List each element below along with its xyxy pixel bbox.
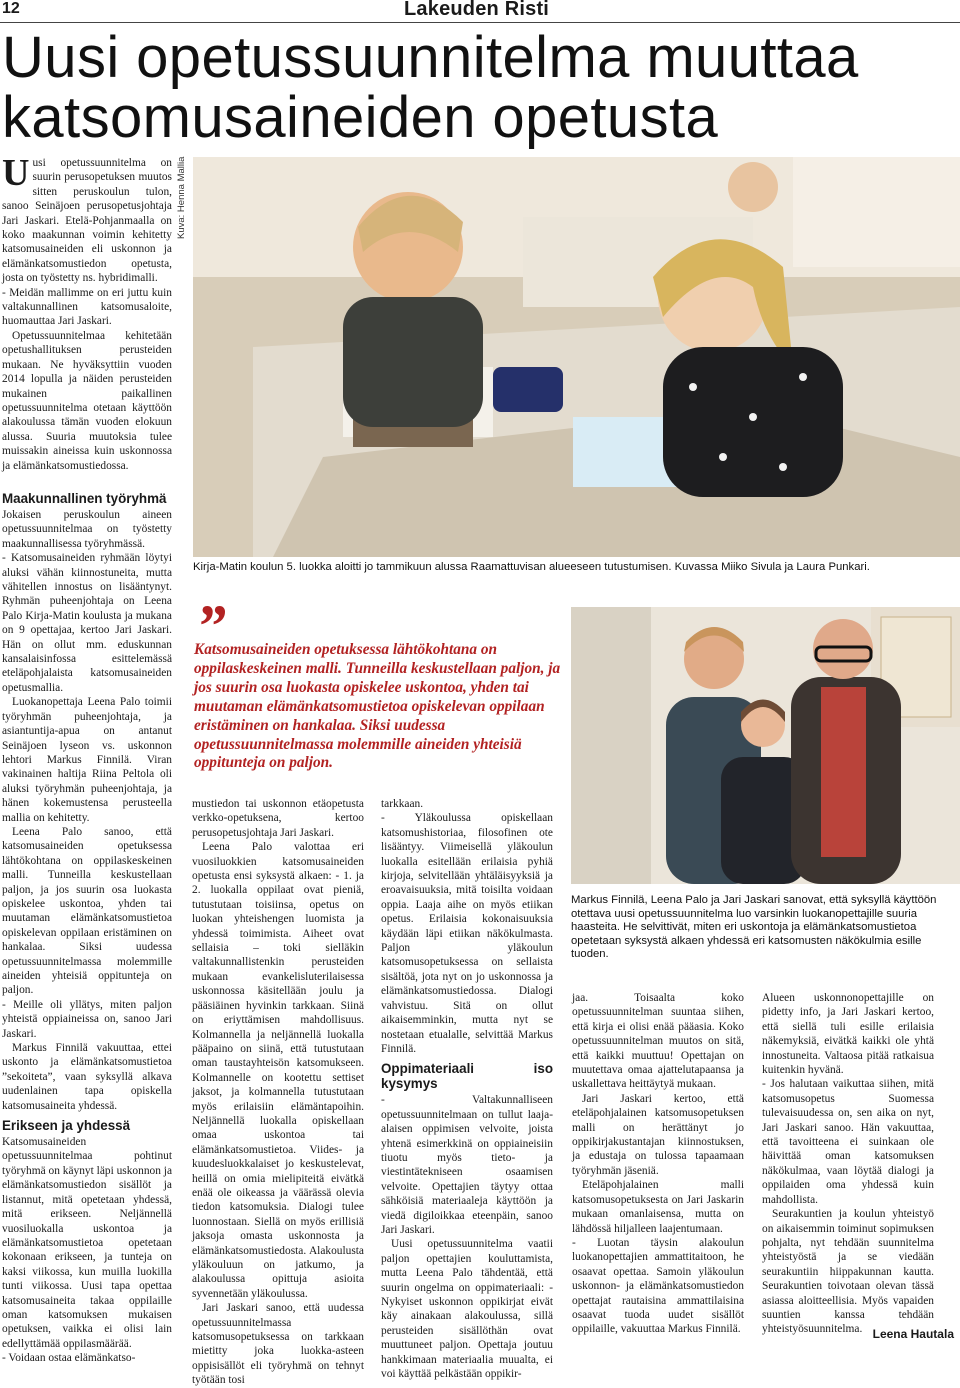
paragraph: Leena Palo sanoo, että katsomusaineiden opetuksessa lähtökohtana on oppilaskeskeinen malli. Tunneilla keskustellaan paljon, ja jos suurin osa luokasta opiskelee uskontoa, yhden tai muutaman elämänkatsomustietoa opiskelevan oppilaan eristäminen on hankalaa. Siksi uudessa opetussuunnitelmassa molemmille aineiden yhteisiä oppitunteja on paljon.: [2, 825, 172, 997]
paragraph: Markus Finnilä vakuuttaa, ettei uskonto ja elämänkatsomustietoa ”sekoiteta”, vaan syksyllä alkava uudenlainen tapa opiskella katsomusaineita yhdessä.: [2, 1042, 172, 1112]
drop-cap: U: [2, 152, 30, 194]
photo-classroom-illustration: [193, 157, 960, 557]
paragraph: tarkkaan.: [381, 798, 424, 810]
paragraph: Uusi opetussuunnitelma vaatii paljon opettajien kouluttamista, mutta Leena Palo tähdentää, että suurin ongelma on oppimateriaali: - Nykyiset uskonnon oppikirjat eivät käy ainakaan alakoulussa, sillä perusteiden sisällöthän ovat muuttuneet paljon. Opettaja joutuu hankkimaan materiaalia muualta, ei voi käyttää pelkästään oppikir-: [381, 1238, 553, 1381]
pull-quote: Katsomusaineiden opetuksessa lähtökohtana on oppilaskeskeinen malli. Tunneilla keskustellaan paljon, ja jos suurin osa luokasta opiskelee uskontoa, yhden tai muutaman elämänkatsomustietoa opiskelevan oppilaan eristäminen on hankalaa. Siksi uudessa opetussuunnitelmassa molemmille aineiden yhteisiä oppitunteja on paljon.: [194, 641, 561, 772]
photo-caption: Markus Finnilä, Leena Palo ja Jari Jaskari sanovat, että syksyllä käyttöön otettava uusi opetussuunnitelma luo varsinkin luokanopettajille suuria haasteita. He selvittivät, miten eri uskontoja ja elämänkatsomustietoa opetetaan syksystä alkaen yhdessä eri katsomusten näkökulmia esille tuoden.: [571, 894, 937, 960]
paragraph: - Yläkoulussa opiskellaan katsomushistoriaa, filosofinen ote lisääntyy. Viimeisellä yläkoulun luokalla esitellään erilaisia pyhiä kirjoja, selvitellään yhtäläisyyksiä ja eroavaisuuksia, mitä toisilta voidaan oppia. Laaja aihe on myös etiikan opetus. Erilaisia kokonaisuuksia käydään läpi etiikan näkökulmasta. Paljon yläkoulun katsomusopetuksessa on sellaista sisältöä, jota nyt on jo uskonnossa ja elämänkatsomustiedossa. Dialogi vahvistuu. Sitä on ollut aikaisemminkin, mutta nyt se nostetaan etualalle, selvittää Markus Finnilä.: [381, 812, 553, 1055]
lead-paragraph: [2, 152, 172, 286]
newspaper-name: Lakeuden Risti: [404, 0, 550, 20]
paragraph: - Luotan täysin alakoulun luokanopettajien ammattitaitoon, he osaavat opettaa. Samoin yläkoulun uskonnon- ja elämänkatsomustiedon opettajat rautaisina ammattilaisina osaavat tuoda uudet sisällöt oppilaille, vakuuttaa Markus Finnilä.: [572, 1236, 744, 1336]
subheading: Erikseen ja yhdessä: [2, 1118, 131, 1134]
article-column-right-2: [762, 991, 934, 1337]
quote-mark: ”: [196, 593, 226, 659]
header-rule: [0, 22, 960, 23]
paragraph: mustiedon tai uskonnon etäopetusta verkko-opetuksena, kertoo perusopetusjohtaja Jari Jaskari.: [192, 798, 364, 839]
photo-three-people: [571, 607, 960, 884]
paragraph: - Voidaan ostaa elämänkatso-: [2, 1352, 136, 1365]
paragraph: Alueen uskonnonopettajille on pidetty info, ja Jari Jaskari kertoo, että siellä tuli esille erilaisia näkemyksiä, eivätkä kaikki ole yhtä innostuneita. Valtaosa pitää ratkaisua kuitenkin hyvänä.: [762, 992, 934, 1077]
author-byline: Leena Hautala: [872, 1327, 954, 1341]
paragraph: Eteläpohjalainen malli katsomusopetuksesta on Jari Jaskarin mukaan omanlaisensa, mutta on lähdössä hiljalleen laajentumaan.: [572, 1179, 744, 1235]
paragraph: - Meille oli yllätys, miten paljon yhteistä oppiaineissa on, sanoo Jari Jaskari.: [2, 998, 172, 1040]
article-column-right-1: [572, 991, 744, 1337]
paragraph: - Valtakunnalliseen opetussuunnitelmaan on tullut laaja-alaisen oppimisen velvoite, joista yhtenä esimerkkinä on oppiaineisiin tiuotu myös tieto- ja viestintätekniseen osaamisen velvoite. Opettajien täytyy ottaa sähköisiä materiaaleja käyttöön ja viedä digiloikkaa eteenpäin, sanoo Jari Jaskari.: [381, 1094, 553, 1236]
paragraph: Seurakuntien ja koulun yhteistyö on aikaisemmin toiminut sopimuksen pohjalta, nyt tehdään suunnitelma yhteistyöstä ja se viedään seurakuntiin hiippakunnan kautta. Seurakuntien toivotaan olevan tässä asiassa aloitteellisia. Myös vapaiden suuntien kanssa tehdään yhteistyösuunnitelma.: [762, 1208, 934, 1336]
article-column-left-top: [2, 152, 172, 473]
photo-caption: Kirja-Matin koulun 5. luokka aloitti jo tammikuun alussa Raamattuvisan alueeseen tutustumisen. Kuvassa Miiko Sivula ja Laura Punkari.: [193, 561, 870, 573]
paragraph: Leena Palo valottaa eri vuosiluokkien katsomusaineiden opetusta ensi syksystä alkaen: - 1. ja 2. luokalla oppilaat ovat pieniä, tutustutaan toisiinsa, opetus on luokan yhteishengen luomista ja yhdessä toimimista. Aiheet ovat sellaisia – toki sielläkin valtakunnallistenkin perusteiden mukaan evankelisluterilaisessa uskonnossa käsitellään joulu ja pääsiäinen hyvinkin tarkkaan. Siinä on eriyttämisen mahdollisuus. Kolmannella ja neljännellä luokalla pääpaino on siinä, että tutustutaan oman taustayhteisön katsomukseen. Kolmannelle on kootettu settiset jaksot, ja kolmannella tutustutaan myös erilaisiin elämäntapoihin. Neljännellä luokalla opiskellaan omaa uskontoa tai elämänkatsomustietoa. Viides- ja kuudesluokkalaiset jo keskustelevat, heillä on omia mielipiteitä eivätkä enää ole oikeassa ja väärässä olevia tiedon katsomuksia. Dialogi tulee luonnostaan. Siellä on myös erillisiä jaksoja omasta uskonnosta ja elämänkatsomustiedosta. Alakoulusta yläkouluun on jatkumo, ja alakoulussa opittuja asioita syvennetään yläkoulussa.: [192, 841, 364, 1300]
paragraph: Opetussuunnitelmaa kehitetään opetushallituksen perusteiden mukaan. Ne hyväksyttiin vuoden 2014 lopulla ja näiden perusteiden mukainen paikallinen opetussuunnitelma otetaan käyttöön alakoulussa tämän vuoden elokuun alussa. Suuria muutoksia tulee muissakin aineissa kuin uskonnossa ja elämänkatsomustiedossa.: [2, 329, 172, 472]
paragraph: - Katsomusaineiden ryhmään löytyi aluksi vähän kiinnostuneita, mutta vähitellen innostus on lisääntynyt. Ryhmän puheenjohtaja on Leena Palo Kirja-Matin koulusta ja mukana on 9 opettajaa, kertoo Jari Jaskari. Hän on ollut mm. eduskunnan kansalaisinfossa esittelemässä eteläpohjalaista katsomusaineiden opetusmallia.: [2, 552, 172, 694]
headline: Uusi opetussuunnitelma muuttaa katsomusaineiden opetusta: [2, 25, 859, 150]
paragraph: Katsomusaineiden opetussuunnitelmaa pohtinut työryhmä on käynyt läpi uskonnon ja elämänkatsomustiedon sisällöt ja listannut, mitä opetetaan yhdessä, mitä erikseen. Neljännellä vuosiluokalla uskontoa ja elämänkatsomustietoa opetetaan kokonaan erikseen, ja tunteja on kaksi viikossa, kun muilla luokilla tunti viikossa. Uusi tapa opettaa katsomusaineita takaa oppilaille oman katsomuksen mukaisen opetuksen, vaikka ei olisi lain edellyttämää oppilasmäärää.: [2, 1136, 172, 1350]
photo-people-illustration: [571, 607, 960, 884]
paragraph: Jari Jaskari kertoo, että eteläpohjalainen katsomusopetuksen malli on herättänyt jo oppikirjakustantajan kiinnostuksen, ja edustaja on tulossa tapaamaan työryhmän jäseniä.: [572, 1092, 744, 1177]
paragraph: - Meidän mallimme on eri juttu kuin valtakunnallinen katsomusaloite, huomauttaa Jari Jaskari.: [2, 286, 172, 328]
paragraph: jaa. Toisaalta koko opetussuunnitelman suuntaa siihen, että kirja ei olisi enää pääasia. Koko opetussuunnitelman muutos on sitä, että kaikki muuttuu! Opettajan on muutettava omaa ajattelutapaansa ja uskallettava heittäytyä mukaan.: [572, 992, 744, 1091]
article-column-left: [2, 486, 172, 1366]
paragraph-text: usi opetussuunnitelma on suurin perusopetuksen muutos sitten peruskoulun tulon, sanoo Seinäjoen perusopetusjohtaja Jari Jaskari. Etelä-Pohjanmaalla on koko maakunnan voimin kehitetty katsomusaineiden eli uskonnon ja elämänkatsomustiedon opetusta, josta on työstetty ns. hybridimalli.: [2, 157, 172, 285]
paragraph: Jari Jaskari sanoo, että uudessa opetussuunnitelmassa katsomusopetuksessa on tarkkaan mietitty joka luokka-asteen oppisisällöt eli työryhmä on tehnyt työtään tosi: [192, 1302, 364, 1387]
subheading: Oppimateriaali iso kysymys: [381, 1061, 553, 1092]
article-column-middle-1: [192, 797, 364, 1388]
paragraph: - Jos halutaan vaikuttaa siihen, mitä katsomusopetus Suomessa tulevaisuudessa on, sen aika on nyt, Jari Jaskari sanoo. Hän vakuuttaa, että tavoitteena ei suinkaan ole häivittää oman katsomuksen näkökulmaa, vaan löytää dialogi ja oppilaiden oma yhdessä kuin mahdollista.: [762, 1078, 934, 1206]
paragraph: Jokaisen peruskoulun aineen opetussuunnitelmaa on työstetty maakunnallisessa työryhmässä.: [2, 509, 172, 550]
photo-credit: Kuva: Henna Mallia: [176, 157, 187, 240]
article-column-middle-2: [381, 797, 553, 1381]
subheading: Maakunnallinen työryhmä: [2, 491, 167, 506]
page-number: 12: [2, 0, 20, 17]
paragraph: Luokanopettaja Leena Palo toimii työryhmän puheenjohtaja, ja asiantuntija-apua on antanut Seinäjoen lyseon vs. uskonnon lehtori Markus Finnilä. Viran vakinainen haltija Riina Peltola oli aluksi työryhmän puheenjohtaja, ja hänen kokemustensa perusteella mallia on kehitetty.: [2, 696, 172, 824]
photo-classroom: [193, 157, 960, 557]
